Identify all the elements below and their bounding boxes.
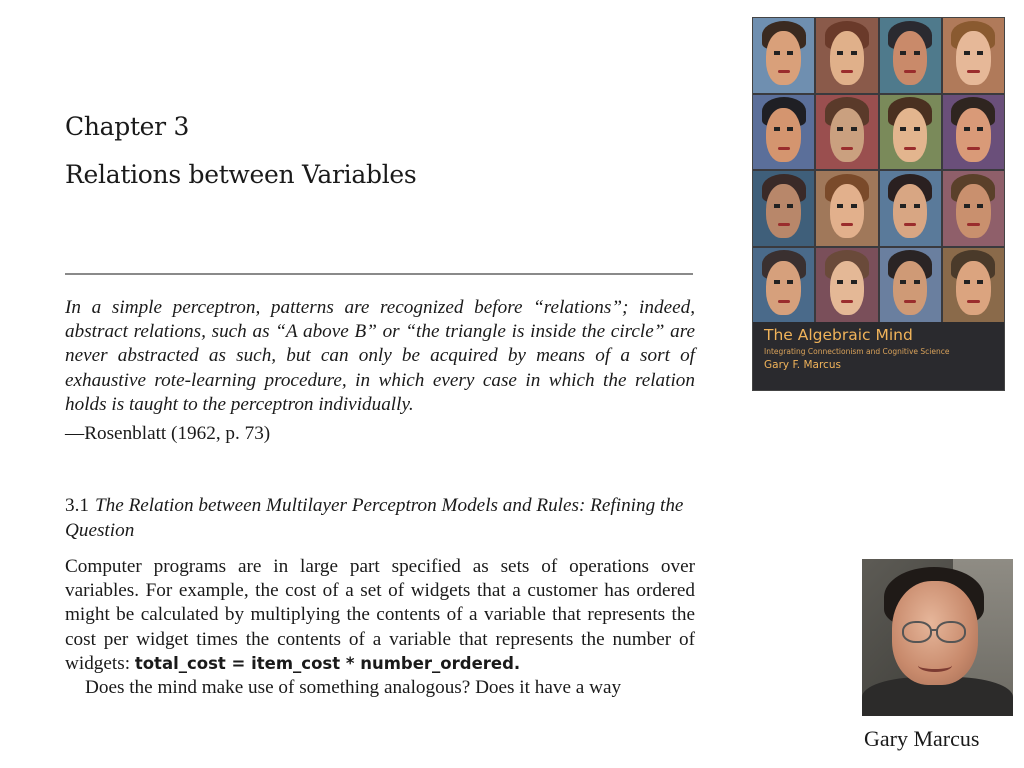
portrait-eyes (837, 127, 857, 131)
body-paragraph-2: Does the mind make use of something analogous? Does it have a way (85, 677, 622, 699)
cover-portrait-grid (753, 18, 1004, 322)
body-paragraph-1-text: Computer programs are in large part specified as sets of operations over variables. For example, the cost of a set of widgets that a customer has ordered might be calculated by multiplying the contents of a variable that represents the cost per widget times the contents of a variable that represents the number of widgets: (65, 556, 695, 674)
portrait-eyes (837, 280, 857, 284)
glasses-left-lens (902, 621, 932, 643)
portrait-face (893, 31, 927, 85)
portrait-eyes (837, 51, 857, 55)
portrait-eyes (900, 204, 920, 208)
cover-portrait-tile (816, 95, 877, 170)
section-number: 3.1 (65, 495, 89, 516)
chapter-title: Relations between Variables (65, 160, 417, 189)
portrait-face (893, 108, 927, 162)
section-heading (65, 494, 695, 543)
portrait-face (766, 31, 800, 85)
portrait-mouth (967, 300, 979, 303)
portrait-face (956, 184, 990, 238)
portrait-eyes (900, 127, 920, 131)
cover-portrait-tile (816, 18, 877, 93)
book-cover (752, 17, 1005, 391)
epigraph-quote: In a simple perceptron, patterns are recognized before “relations”; indeed, abstract relations, such as “A above B” or “the triangle is inside the circle” are never abstracted as such, but can only be acquired by means of a sort of exhaustive rote-learning procedure, in which every case in which the relation holds is taught to the perceptron individually. (65, 297, 695, 415)
portrait-mouth (778, 147, 790, 150)
photo-smile (918, 659, 952, 672)
photo-caption: Gary Marcus (864, 726, 980, 751)
glasses-bridge (930, 629, 938, 631)
portrait-mouth (967, 223, 979, 226)
portrait-mouth (904, 223, 916, 226)
portrait-mouth (841, 70, 853, 73)
portrait-eyes (774, 280, 794, 284)
portrait-mouth (841, 223, 853, 226)
body-paragraph-1 (65, 555, 695, 676)
portrait-eyes (900, 280, 920, 284)
glasses-right-lens (936, 621, 966, 643)
code-expression: total_cost = item_cost * number_ordered. (134, 653, 521, 673)
portrait-face (956, 31, 990, 85)
cover-portrait-tile (880, 248, 941, 323)
portrait-face (766, 184, 800, 238)
portrait-eyes (964, 127, 984, 131)
portrait-eyes (774, 204, 794, 208)
portrait-face (766, 261, 800, 315)
cover-portrait-tile (753, 18, 814, 93)
portrait-mouth (841, 147, 853, 150)
portrait-mouth (778, 300, 790, 303)
cover-author: Gary F. Marcus (764, 359, 841, 371)
portrait-eyes (837, 204, 857, 208)
portrait-mouth (904, 70, 916, 73)
portrait-mouth (904, 300, 916, 303)
cover-portrait-tile (753, 248, 814, 323)
cover-portrait-tile (943, 95, 1004, 170)
portrait-face (830, 184, 864, 238)
portrait-mouth (967, 70, 979, 73)
cover-subtitle: Integrating Connectionism and Cognitive Science (764, 347, 950, 356)
chapter-label: Chapter 3 (65, 112, 190, 141)
cover-portrait-tile (880, 95, 941, 170)
portrait-eyes (964, 51, 984, 55)
portrait-face (766, 108, 800, 162)
portrait-face (830, 31, 864, 85)
portrait-eyes (964, 280, 984, 284)
divider-rule (65, 273, 693, 275)
portrait-mouth (778, 70, 790, 73)
portrait-mouth (841, 300, 853, 303)
cover-portrait-tile (880, 171, 941, 246)
cover-portrait-tile (943, 18, 1004, 93)
epigraph-attribution: —Rosenblatt (1962, p. 73) (65, 423, 271, 444)
body-text (65, 555, 695, 700)
cover-portrait-tile (880, 18, 941, 93)
cover-portrait-tile (753, 95, 814, 170)
portrait-mouth (778, 223, 790, 226)
portrait-face (830, 108, 864, 162)
portrait-face (956, 108, 990, 162)
portrait-face (830, 261, 864, 315)
cover-portrait-tile (816, 171, 877, 246)
portrait-eyes (964, 204, 984, 208)
cover-portrait-tile (943, 248, 1004, 323)
cover-portrait-tile (816, 248, 877, 323)
portrait-eyes (774, 51, 794, 55)
portrait-face (893, 184, 927, 238)
cover-title: The Algebraic Mind (764, 326, 913, 344)
cover-portrait-tile (943, 171, 1004, 246)
section-title: The Relation between Multilayer Perceptron Models and Rules: Refining the Question (65, 495, 684, 541)
portrait-face (956, 261, 990, 315)
portrait-eyes (900, 51, 920, 55)
portrait-mouth (967, 147, 979, 150)
portrait-mouth (904, 147, 916, 150)
portrait-eyes (774, 127, 794, 131)
cover-portrait-tile (753, 171, 814, 246)
author-photo (862, 559, 1013, 716)
portrait-face (893, 261, 927, 315)
